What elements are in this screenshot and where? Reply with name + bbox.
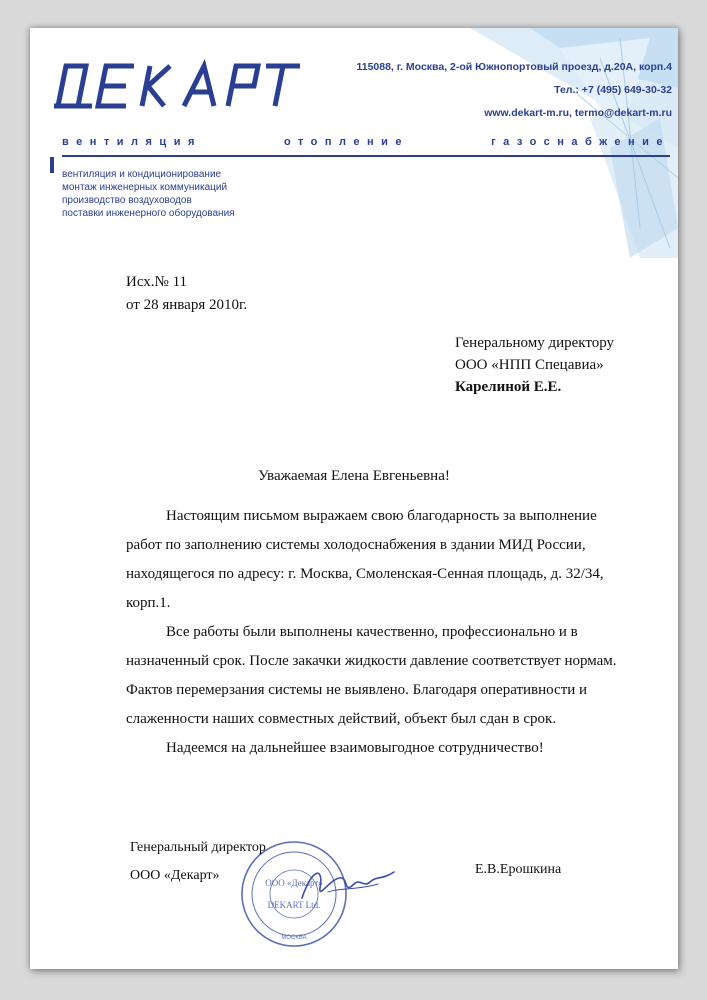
service-gas: газоснабжение (491, 136, 670, 148)
stamp-center-text: ООО «Декарт» (265, 878, 323, 888)
header-divider-tick (50, 157, 54, 173)
body-line: слаженности наших совместных действий, объект был сдан в срок. (126, 711, 557, 727)
company-phone: Тел.: +7 (495) 649-30-32 (554, 84, 672, 96)
service-ventilation: вентиляция (62, 136, 202, 148)
company-address: 115088, г. Москва, 2-ой Южнопортовый проезд, д.20А, корп.4 (356, 61, 672, 73)
salutation: Уважаемая Елена Евгеньевна! (258, 468, 450, 484)
services-sublist (62, 168, 235, 220)
signer-title: Генеральный директор (130, 840, 266, 855)
header-divider (62, 155, 670, 157)
outgoing-reference (126, 271, 247, 317)
signer-company: ООО «Декарт» (130, 868, 220, 883)
dekart-logo (52, 56, 302, 110)
body-line: корп.1. (126, 595, 171, 611)
body-line: Настоящим письмом выражаем свою благодарность за выполнение (166, 508, 597, 524)
ref-date: от 28 января 2010г. (126, 297, 248, 313)
body-line: находящегося по адресу: г. Москва, Смоленская-Сенная площадь, д. 32/34, (126, 566, 604, 582)
signer-name: Е.В.Ерошкина (475, 862, 562, 877)
sublist-item: производство воздуховодов (62, 195, 192, 206)
ref-number: Исх.№ 11 (126, 274, 188, 290)
sublist-item: вентиляция и кондиционирование (62, 169, 222, 180)
sublist-item: монтаж инженерных коммуникаций (62, 182, 228, 193)
body-line: Надеемся на дальнейшее взаимовыгодное сотрудничество! (166, 740, 544, 756)
services-row (62, 136, 670, 148)
letter-page (30, 28, 678, 969)
letter-body (126, 502, 666, 763)
addressee-name: Карелиной Е.Е. (455, 379, 562, 395)
stamp-bottom-text: DEKART Ltd. (267, 900, 321, 910)
service-heating: отопление (283, 136, 409, 148)
contact-block (356, 56, 672, 125)
body-line: Фактов перемерзания системы не выявлено. Благодаря оперативности и (126, 682, 588, 698)
addressee-company: ООО «НПП Спецавиа» (455, 357, 604, 373)
body-line: Все работы были выполнены качественно, профессионально и в (166, 624, 578, 640)
addressee-title: Генеральному директору (455, 335, 615, 351)
body-line: работ по заполнению системы холодоснабжения в здании МИД России, (126, 537, 586, 553)
addressee-block (455, 332, 614, 398)
company-web: www.dekart-m.ru, termo@dekart-m.ru (484, 107, 672, 119)
handwritten-signature (298, 858, 398, 908)
stamp-city: МОСКВА (281, 935, 307, 941)
body-line: назначенный срок. После закачки жидкости давление соответствует нормам. (126, 653, 617, 669)
sublist-item: поставки инженерного оборудования (62, 208, 235, 219)
signature-block (130, 834, 266, 890)
